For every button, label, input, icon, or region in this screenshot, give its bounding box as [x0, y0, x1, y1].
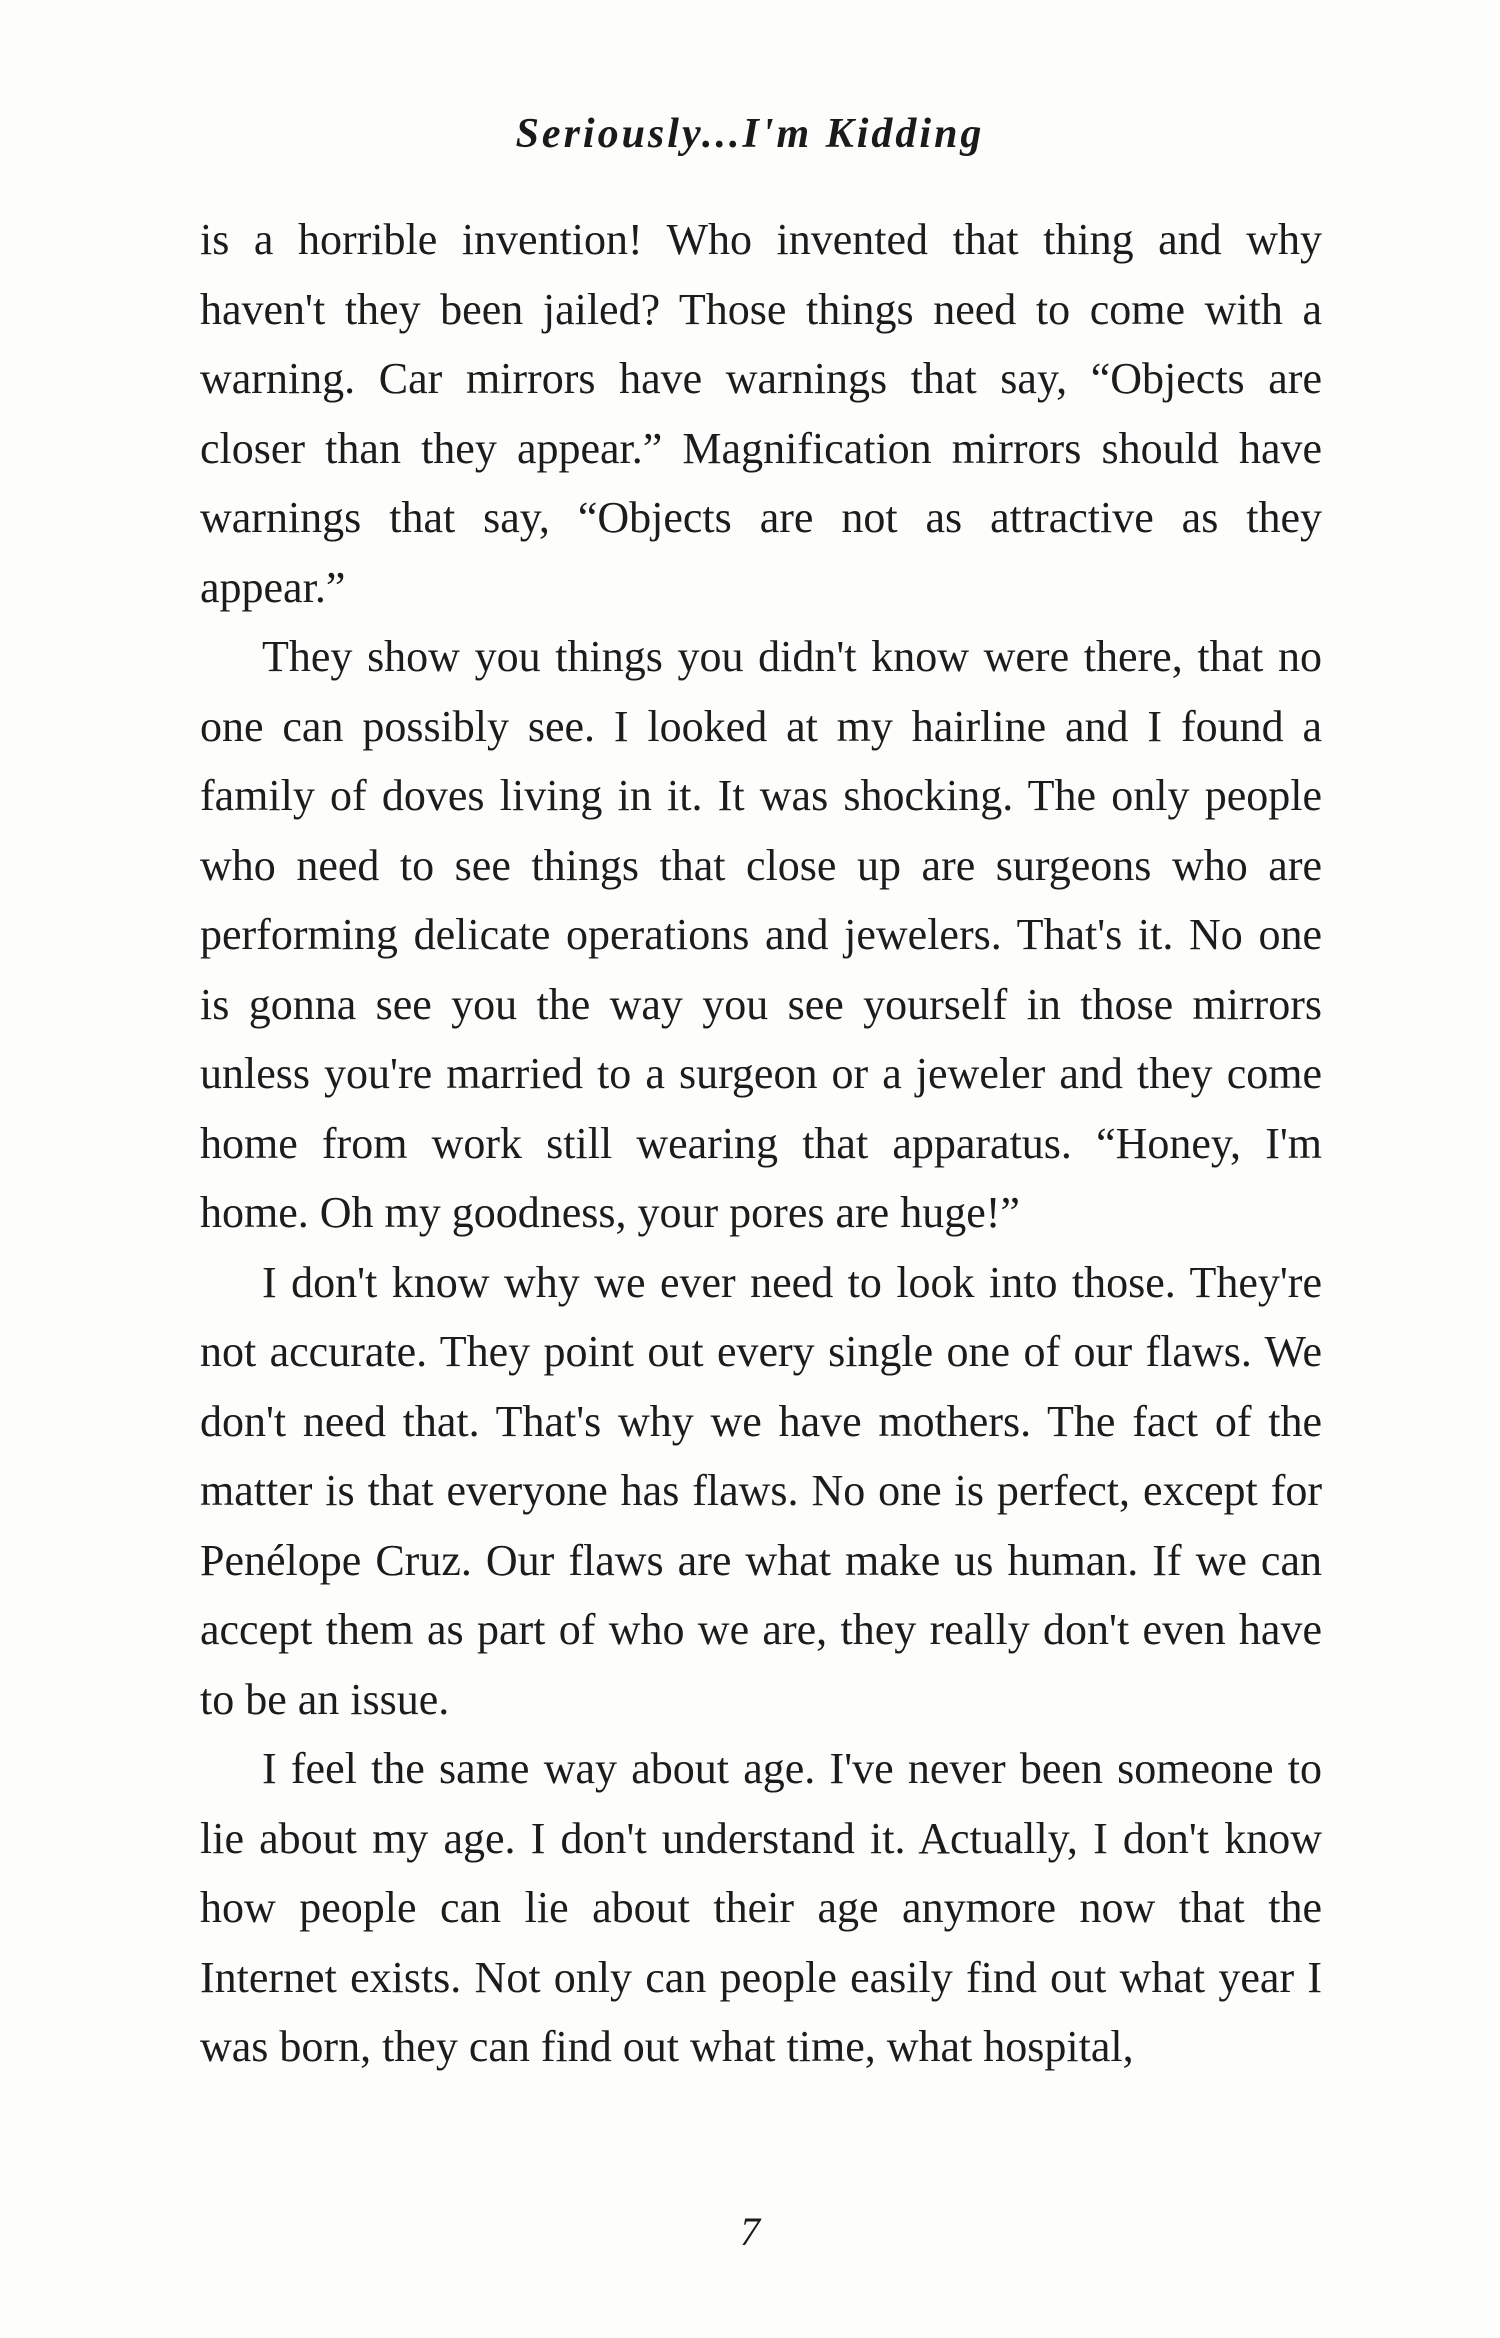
paragraph: is a horrible invention! Who invented that thing and why haven't they been jailed? Those things need to come with a warning. Car mirrors have warnings that say, “Objects are closer than they appear.” Magnification mirrors should have warnings that say, “Objects are not as attractive as they appear.” [200, 215, 1322, 612]
paragraph: I feel the same way about age. I've never been someone to lie about my age. I don't understand it. Actually, I don't know how people can lie about their age anymore now that the Internet exists. Not only can people easily find out what year I was born, they can find out what time, what hospital, [200, 1744, 1322, 2071]
paragraph: I don't know why we ever need to look into those. They're not accurate. They point out every single one of our flaws. We don't need that. That's why we have mothers. The fact of the matter is that everyone has flaws. No one is perfect, except for Penélope Cruz. Our flaws are what make us human. If we can accept them as part of who we are, they really don't even have to be an issue. [200, 1257, 1322, 1724]
paragraph: They show you things you didn't know were there, that no one can possibly see. I looked at my hairline and I found a family of doves living in it. It was shocking. The only people who need to see things that close up are surgeons who are performing delicate operations and jewelers. That's it. No one is gonna see you the way you see yourself in those mirrors unless you're married to a surgeon or a jeweler and they come home from work still wearing that apparatus. “Honey, I'm home. Oh my goodness, your pores are huge!” [200, 632, 1322, 1237]
body-text [200, 205, 1322, 2082]
page-number: 7 [740, 2209, 760, 2254]
running-head: Seriously...I'm Kidding [515, 111, 985, 157]
